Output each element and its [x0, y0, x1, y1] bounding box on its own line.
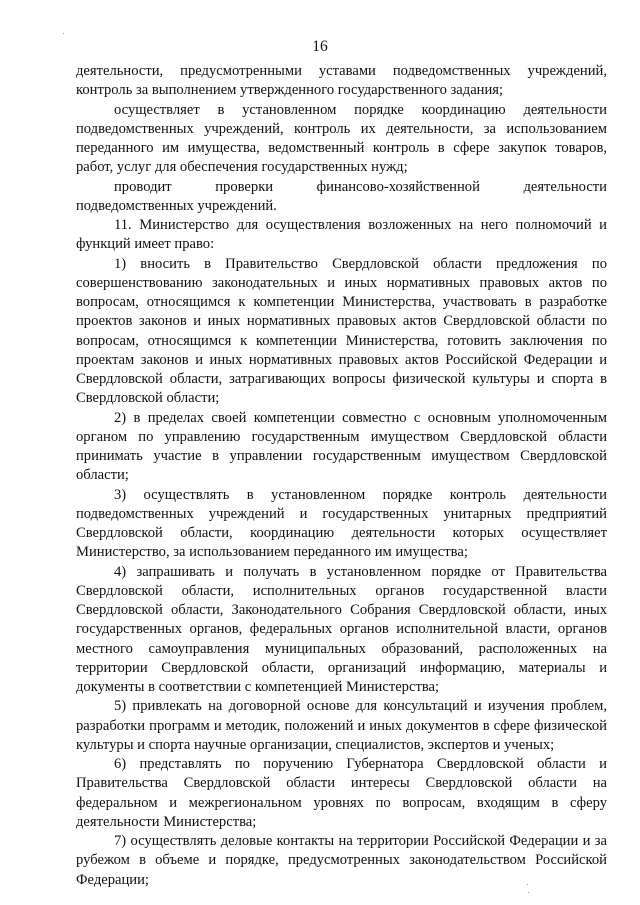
paragraph-subitem-5: 5) привлекать на договорной основе для консультаций и изучения проблем, разработки программ и методик, положений и иных документов в сфере физической культуры и спорта научные организации, специалистов, экспертов и ученых; — [76, 698, 607, 753]
paragraph-subitem-6: 6) представлять по поручению Губернатора Свердловской области и Правительства Свердловской области интересы Свердловской области на федеральном и межрегиональном уровнях по вопросам, входящим в сферу деятельности Министерства; — [76, 756, 607, 830]
paragraph-subitem-7: 7) осуществлять деловые контакты на территории Российской Федерации и за рубежом в объеме и порядке, предусмотренных законодательством Российской Федерации; — [76, 833, 607, 888]
paragraph-item-11: 11. Министерство для осуществления возложенных на него полномочий и функций имеет право: — [76, 217, 607, 253]
document-body — [76, 62, 607, 890]
page-number: 16 — [312, 38, 328, 55]
scan-speck — [527, 884, 528, 885]
paragraph-subitem-4: 4) запрашивать и получать в установленном порядке от Правительства Свердловской области, исполнительных органов государственной власти Свердловской области, Законодательного Собрания Свердловской области, иных государственных органов, федеральных органов исполнительной власти, органов местного самоуправления муниципальных образований, расположенных на территории Свердловской области, организаций информацию, материалы и документы в соответствии с компетенцией Министерства; — [76, 563, 607, 695]
paragraph-subitem-1: 1) вносить в Правительство Свердловской области предложения по совершенствованию законодательных и иных нормативных правовых актов по вопросам, относящимся к компетенции Министерства, участвовать в разработке проектов законов и иных нормативных правовых актов Свердловской области по вопросам, относящимся к компетенции Министерства, готовить заключения по проектам законов и иных нормативных правовых актов Российской Федерации и Свердловской области, затрагивающих вопросы физической культуры и спорта в Свердловской области; — [76, 255, 607, 407]
paragraph-coordination: осуществляет в установленном порядке координацию деятельности подведомственных учреждений, контроль их деятельности, за использованием переданного им имущества, ведомственный контроль в сфере закупок товаров, работ, услуг для обеспечения государственных нужд; — [76, 101, 607, 176]
paragraph-inspections: проводит проверки финансово-хозяйственной деятельности подведомственных учреждений. — [76, 178, 607, 214]
paragraph-continuation: деятельности, предусмотренными уставами подведомственных учреждений, контроль за выполнением утвержденного государственного задания; — [76, 63, 607, 99]
scan-speck — [63, 33, 64, 34]
paragraph-subitem-2: 2) в пределах своей компетенции совместно с основным уполномоченным органом по управлению государственным имуществом Свердловской области принимать участие в управлении государственным имуществом Свердловской области; — [76, 409, 607, 484]
paragraph-subitem-3: 3) осуществлять в установленном порядке контроль деятельности подведомственных учреждений и государственных унитарных предприятий Свердловской области, координацию деятельности которых осуществляет Министерство, за использованием переданного им имущества; — [76, 486, 607, 561]
scan-speck — [528, 892, 529, 893]
